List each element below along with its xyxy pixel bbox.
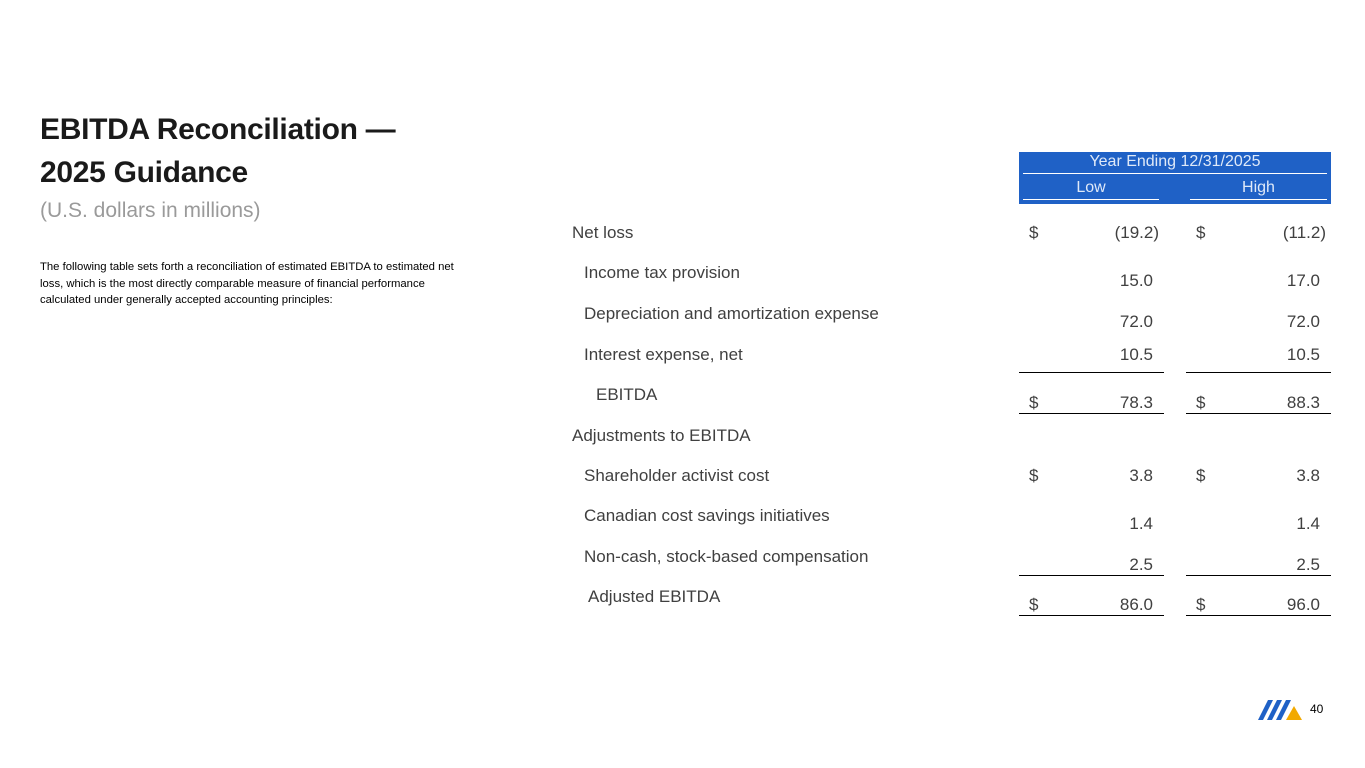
adjusted-subtotal-rule-high	[1186, 575, 1331, 576]
page-title	[40, 108, 460, 194]
row-ebitda-low-value: 78.3	[1119, 393, 1153, 412]
page-subtitle: (U.S. dollars in millions)	[40, 199, 261, 222]
row-income-tax-high-value: 17.0	[1286, 271, 1320, 290]
row-net-loss-high-value: (11.2)	[1282, 223, 1326, 242]
adjusted-subtotal-rule-low	[1019, 575, 1164, 576]
table-header-high: High	[1242, 179, 1275, 196]
row-activist-low-dollar: $	[1029, 466, 1039, 485]
row-depreciation-low-value: 72.0	[1119, 312, 1153, 331]
row-label-adjusted-ebitda: Adjusted EBITDA	[588, 587, 721, 606]
table-header-divider	[1023, 173, 1327, 174]
row-label-interest-expense: Interest expense, net	[584, 345, 743, 364]
row-interest-low-value: 10.5	[1119, 345, 1153, 364]
row-interest-high-value: 10.5	[1286, 345, 1320, 364]
ebitda-rule-high	[1186, 413, 1331, 414]
company-logo-icon	[1258, 700, 1306, 720]
row-ebitda-high-dollar: $	[1196, 393, 1206, 412]
row-label-depreciation: Depreciation and amortization expense	[584, 304, 879, 323]
row-stock-comp-low-value: 2.5	[1129, 555, 1153, 574]
row-stock-comp-high-value: 2.5	[1296, 555, 1320, 574]
row-label-canadian-savings: Canadian cost savings initiatives	[584, 506, 830, 525]
page-title-line-1: EBITDA Reconciliation —	[40, 113, 396, 146]
row-label-net-loss: Net loss	[572, 223, 634, 242]
page-title-line-2: 2025 Guidance	[40, 156, 248, 189]
adjusted-ebitda-rule-low	[1019, 615, 1164, 616]
table-header-low-underline	[1023, 199, 1159, 200]
row-adjusted-high-dollar: $	[1196, 595, 1206, 614]
description-text: The following table sets forth a reconciliation of estimated EBITDA to estimated net loss, which is the most directly comparable measure of financial performance calculated under generally accepted accounting principles:	[40, 261, 454, 307]
row-label-ebitda: EBITDA	[596, 385, 658, 404]
row-activist-high-value: 3.8	[1296, 466, 1320, 485]
row-label-income-tax: Income tax provision	[584, 263, 740, 282]
row-adjusted-low-value: 86.0	[1119, 595, 1153, 614]
row-ebitda-low-dollar: $	[1029, 393, 1039, 412]
subtotal-rule-high	[1186, 372, 1331, 373]
row-adjusted-high-value: 96.0	[1286, 595, 1320, 614]
row-net-loss-low-value: (19.2)	[1114, 223, 1159, 242]
table-header-high-underline	[1190, 199, 1327, 200]
row-depreciation-high-value: 72.0	[1286, 312, 1320, 331]
page-number: 40	[1310, 702, 1324, 716]
row-label-stock-comp: Non-cash, stock-based compensation	[584, 547, 869, 566]
row-activist-high-dollar: $	[1196, 466, 1206, 485]
row-net-loss-low-dollar: $	[1029, 223, 1039, 242]
adjusted-ebitda-rule-high	[1186, 615, 1331, 616]
row-income-tax-low-value: 15.0	[1119, 271, 1153, 290]
row-net-loss-high-dollar: $	[1196, 223, 1206, 242]
row-ebitda-high-value: 88.3	[1286, 393, 1320, 412]
table-header-period: Year Ending 12/31/2025	[1089, 153, 1261, 170]
ebitda-rule-low	[1019, 413, 1164, 414]
row-adjusted-low-dollar: $	[1029, 595, 1039, 614]
row-activist-low-value: 3.8	[1129, 466, 1153, 485]
row-label-adjustments: Adjustments to EBITDA	[572, 426, 751, 445]
table-header-low: Low	[1076, 179, 1106, 196]
row-canadian-low-value: 1.4	[1129, 514, 1153, 533]
row-canadian-high-value: 1.4	[1296, 514, 1320, 533]
row-label-shareholder-activist: Shareholder activist cost	[584, 466, 770, 485]
subtotal-rule-low	[1019, 372, 1164, 373]
